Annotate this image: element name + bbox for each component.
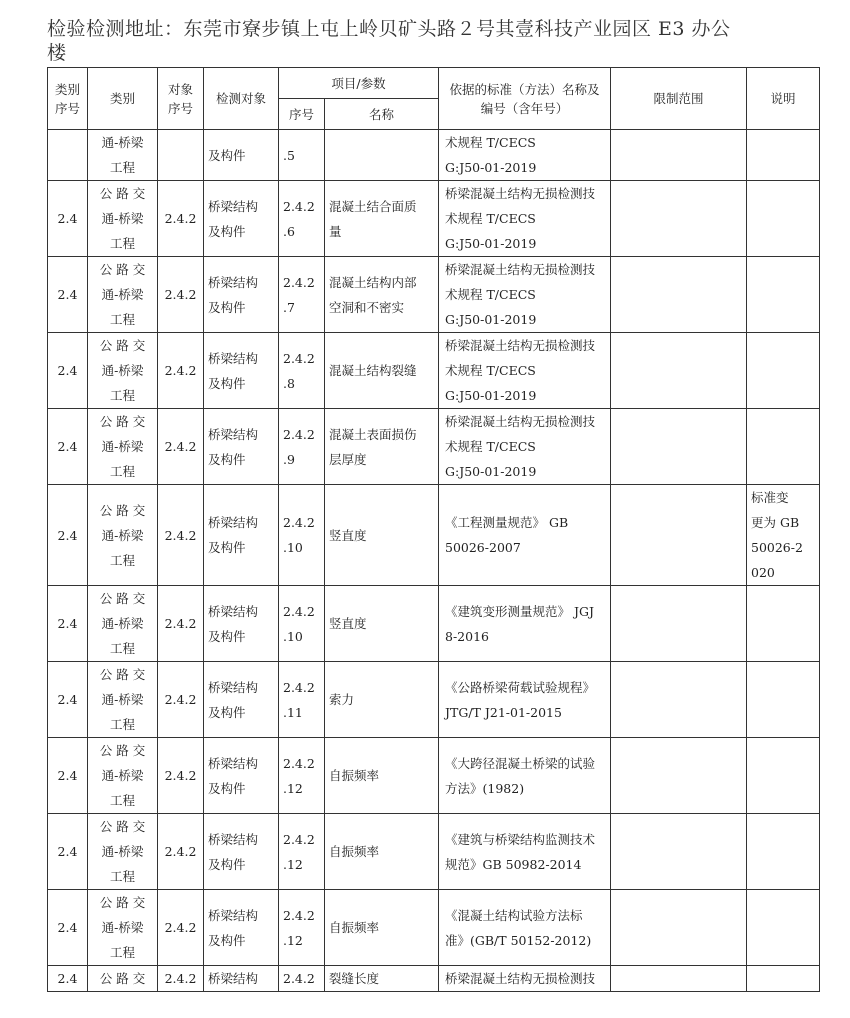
cell-note: 标准变 更为 GB 50026-2 020 [747,485,820,586]
cell-category-no: 2.4 [48,485,88,586]
cell-object-no: 2.4.2 [158,257,204,333]
cell-item-name: 混凝土表面损伤 层厚度 [325,409,439,485]
cell-object: 桥梁结构 及构件 [204,181,279,257]
cell-limit [611,257,747,333]
cell-limit [611,738,747,814]
table-row [48,890,820,966]
cell-category-no: 2.4 [48,333,88,409]
table-row [48,738,820,814]
header-category: 类别 [88,68,158,130]
cell-note [747,814,820,890]
cell-object: 及构件 [204,130,279,181]
table-row [48,662,820,738]
inspection-scope-table [47,67,820,992]
cell-item-no: 2.4.2 .7 [279,257,325,333]
table-row [48,257,820,333]
cell-object-no: 2.4.2 [158,333,204,409]
cell-object: 桥梁结构 及构件 [204,409,279,485]
cell-item-name: 混凝土结构内部 空洞和不密实 [325,257,439,333]
table-row [48,130,820,181]
cell-category-no: 2.4 [48,814,88,890]
cell-item-no: 2.4.2 .10 [279,586,325,662]
cell-item-no: 2.4.2 .8 [279,333,325,409]
cell-limit [611,485,747,586]
cell-standard: 《公路桥梁荷载试验规程》 JTG/T J21-01-2015 [439,662,611,738]
header-standard: 依据的标准（方法）名称及 编号（含年号） [439,68,611,130]
address-line-continued: 楼 [47,42,67,64]
cell-standard: 《混凝土结构试验方法标 准》(GB/T 50152-2012) [439,890,611,966]
cell-object: 桥梁结构 及构件 [204,485,279,586]
cell-standard: 《建筑变形测量规范》 JGJ 8-2016 [439,586,611,662]
cell-category: 公 路 交 通-桥梁 工程 [88,333,158,409]
cell-category: 公 路 交 通-桥梁 工程 [88,586,158,662]
cell-standard: 《工程测量规范》 GB 50026-2007 [439,485,611,586]
cell-object-no: 2.4.2 [158,485,204,586]
table-row [48,333,820,409]
header-note: 说明 [747,68,820,130]
cell-category-no: 2.4 [48,257,88,333]
table-row [48,485,820,586]
cell-limit [611,890,747,966]
cell-object: 桥梁结构 及构件 [204,738,279,814]
table-row [48,409,820,485]
cell-item-no: 2.4.2 .12 [279,890,325,966]
cell-standard: 桥梁混凝土结构无损检测技 术规程 T/CECS G:J50-01-2019 [439,257,611,333]
cell-note [747,586,820,662]
cell-item-name: 自振频率 [325,890,439,966]
cell-category-no: 2.4 [48,409,88,485]
cell-category: 公 路 交 通-桥梁 工程 [88,814,158,890]
cell-standard: 桥梁混凝土结构无损检测技 术规程 T/CECS G:J50-01-2019 [439,333,611,409]
cell-note [747,181,820,257]
cell-limit [611,586,747,662]
cell-object-no: 2.4.2 [158,586,204,662]
cell-object: 桥梁结构 及构件 [204,662,279,738]
cell-item-name: 自振频率 [325,814,439,890]
cell-item-no: 2.4.2 .6 [279,181,325,257]
cell-item-no: 2.4.2 .11 [279,662,325,738]
cell-item-name: 自振频率 [325,738,439,814]
cell-limit [611,966,747,992]
table-row [48,586,820,662]
cell-standard: 桥梁混凝土结构无损检测技 术规程 T/CECS G:J50-01-2019 [439,181,611,257]
cell-category-no: 2.4 [48,966,88,992]
cell-object: 桥梁结构 及构件 [204,257,279,333]
cell-item-no: 2.4.2 [279,966,325,992]
cell-item-no: .5 [279,130,325,181]
cell-note [747,257,820,333]
header-item-group: 项目/参数 [279,68,439,99]
cell-object: 桥梁结构 及构件 [204,586,279,662]
header-item-name: 名称 [325,99,439,130]
cell-category-no: 2.4 [48,586,88,662]
cell-item-name: 裂缝长度 [325,966,439,992]
cell-category: 公 路 交 通-桥梁 工程 [88,662,158,738]
cell-object: 桥梁结构 及构件 [204,814,279,890]
cell-standard: 术规程 T/CECS G:J50-01-2019 [439,130,611,181]
header-limit: 限制范围 [611,68,747,130]
cell-limit [611,181,747,257]
cell-category: 公 路 交 通-桥梁 工程 [88,181,158,257]
cell-item-name [325,130,439,181]
cell-item-no: 2.4.2 .10 [279,485,325,586]
cell-category-no: 2.4 [48,890,88,966]
address-line: 检验检测地址：东莞市寮步镇上屯上岭贝矿头路２号其壹科技产业园区 E3 办公 [47,18,731,40]
header-category-no: 类别 序号 [48,68,88,130]
cell-standard: 桥梁混凝土结构无损检测技 术规程 T/CECS G:J50-01-2019 [439,409,611,485]
cell-note [747,333,820,409]
cell-limit [611,814,747,890]
cell-object-no: 2.4.2 [158,409,204,485]
cell-note [747,966,820,992]
table-row [48,966,820,992]
cell-item-name: 混凝土结构裂缝 [325,333,439,409]
cell-item-name: 混凝土结合面质 量 [325,181,439,257]
cell-standard: 《大跨径混凝土桥梁的试验 方法》(1982) [439,738,611,814]
table-row [48,814,820,890]
cell-object-no [158,130,204,181]
cell-limit [611,333,747,409]
cell-category: 公 路 交 [88,966,158,992]
cell-object: 桥梁结构 及构件 [204,333,279,409]
cell-category: 公 路 交 通-桥梁 工程 [88,257,158,333]
cell-note [747,409,820,485]
cell-object-no: 2.4.2 [158,814,204,890]
cell-category-no [48,130,88,181]
cell-item-no: 2.4.2 .12 [279,814,325,890]
cell-category: 公 路 交 通-桥梁 工程 [88,890,158,966]
cell-item-no: 2.4.2 .9 [279,409,325,485]
cell-category: 公 路 交 通-桥梁 工程 [88,485,158,586]
header-item-no: 序号 [279,99,325,130]
table-row [48,181,820,257]
cell-category-no: 2.4 [48,181,88,257]
cell-note [747,662,820,738]
cell-object-no: 2.4.2 [158,966,204,992]
cell-object-no: 2.4.2 [158,890,204,966]
cell-category-no: 2.4 [48,738,88,814]
cell-limit [611,409,747,485]
header-row-1 [48,68,820,99]
cell-note [747,738,820,814]
header-object: 检测对象 [204,68,279,130]
cell-category-no: 2.4 [48,662,88,738]
cell-object-no: 2.4.2 [158,662,204,738]
cell-note [747,890,820,966]
cell-object-no: 2.4.2 [158,181,204,257]
cell-item-no: 2.4.2 .12 [279,738,325,814]
cell-object-no: 2.4.2 [158,738,204,814]
header-object-no: 对象 序号 [158,68,204,130]
cell-object: 桥梁结构 及构件 [204,890,279,966]
cell-limit [611,662,747,738]
cell-item-name: 索力 [325,662,439,738]
cell-limit [611,130,747,181]
cell-item-name: 竖直度 [325,485,439,586]
cell-category: 公 路 交 通-桥梁 工程 [88,738,158,814]
cell-standard: 《建筑与桥梁结构监测技术 规范》GB 50982-2014 [439,814,611,890]
cell-note [747,130,820,181]
cell-category: 通-桥梁 工程 [88,130,158,181]
cell-item-name: 竖直度 [325,586,439,662]
cell-category: 公 路 交 通-桥梁 工程 [88,409,158,485]
cell-object: 桥梁结构 [204,966,279,992]
cell-standard: 桥梁混凝土结构无损检测技 [439,966,611,992]
